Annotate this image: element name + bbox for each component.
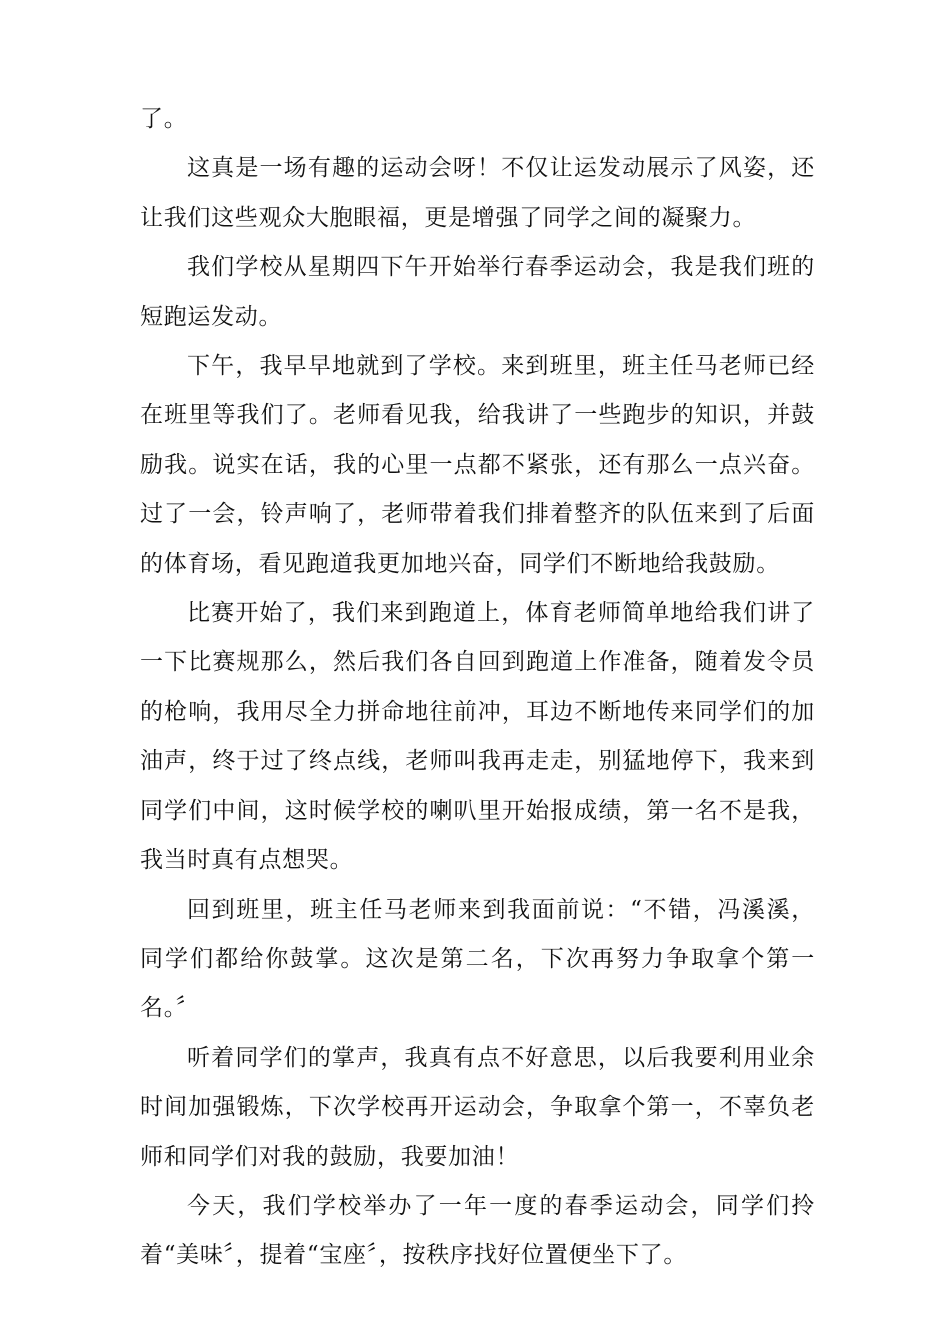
- paragraph-today: 今天，我们学校举办了一年一度的春季运动会，同学们拎着“美味〞，提着“宝座〞，按秩序找好位置便坐下了。: [140, 1192, 815, 1269]
- paragraph-summary: 这真是一场有趣的运动会呀！不仅让运发动展示了风姿，还让我们这些观众大胞眼福，更是增强了同学之间的凝聚力。: [140, 155, 815, 231]
- document-body: [140, 95, 815, 1281]
- paragraph-continuation: 了。: [140, 106, 188, 132]
- paragraph-race: 比赛开始了，我们来到跑道上，体育老师简单地给我们讲了一下比赛规那么，然后我们各自回到跑道上作准备，随着发令员的枪响，我用尽全力拼命地往前冲，耳边不断地传来同学们的加油声，终于过了终点线，老师叫我再走走，别猛地停下，我来到同学们中间，这时候学校的喇叭里开始报成绩，第一名不是我，我当时真有点想哭。: [140, 600, 815, 874]
- paragraph-teacher-quote: 回到班里，班主任马老师来到我面前说：“不错，冯溪溪，同学们都给你鼓掌。这次是第二名，下次再努力争取拿个第一名。〞: [140, 896, 815, 1022]
- paragraph-intro: 我们学校从星期四下午开始举行春季运动会，我是我们班的短跑运发动。: [140, 254, 815, 330]
- paragraph-afternoon: 下午，我早早地就到了学校。来到班里，班主任马老师已经在班里等我们了。老师看见我，给我讲了一些跑步的知识，并鼓励我。说实在话，我的心里一点都不紧张，还有那么一点兴奋。过了一会，铃声响了，老师带着我们排着整齐的队伍来到了后面的体育场，看见跑道我更加地兴奋，同学们不断地给我鼓励。: [140, 353, 815, 577]
- paragraph-resolution: 听着同学们的掌声，我真有点不好意思，以后我要利用业余时间加强锻炼，下次学校再开运动会，争取拿个第一，不辜负老师和同学们对我的鼓励，我要加油！: [140, 1044, 815, 1170]
